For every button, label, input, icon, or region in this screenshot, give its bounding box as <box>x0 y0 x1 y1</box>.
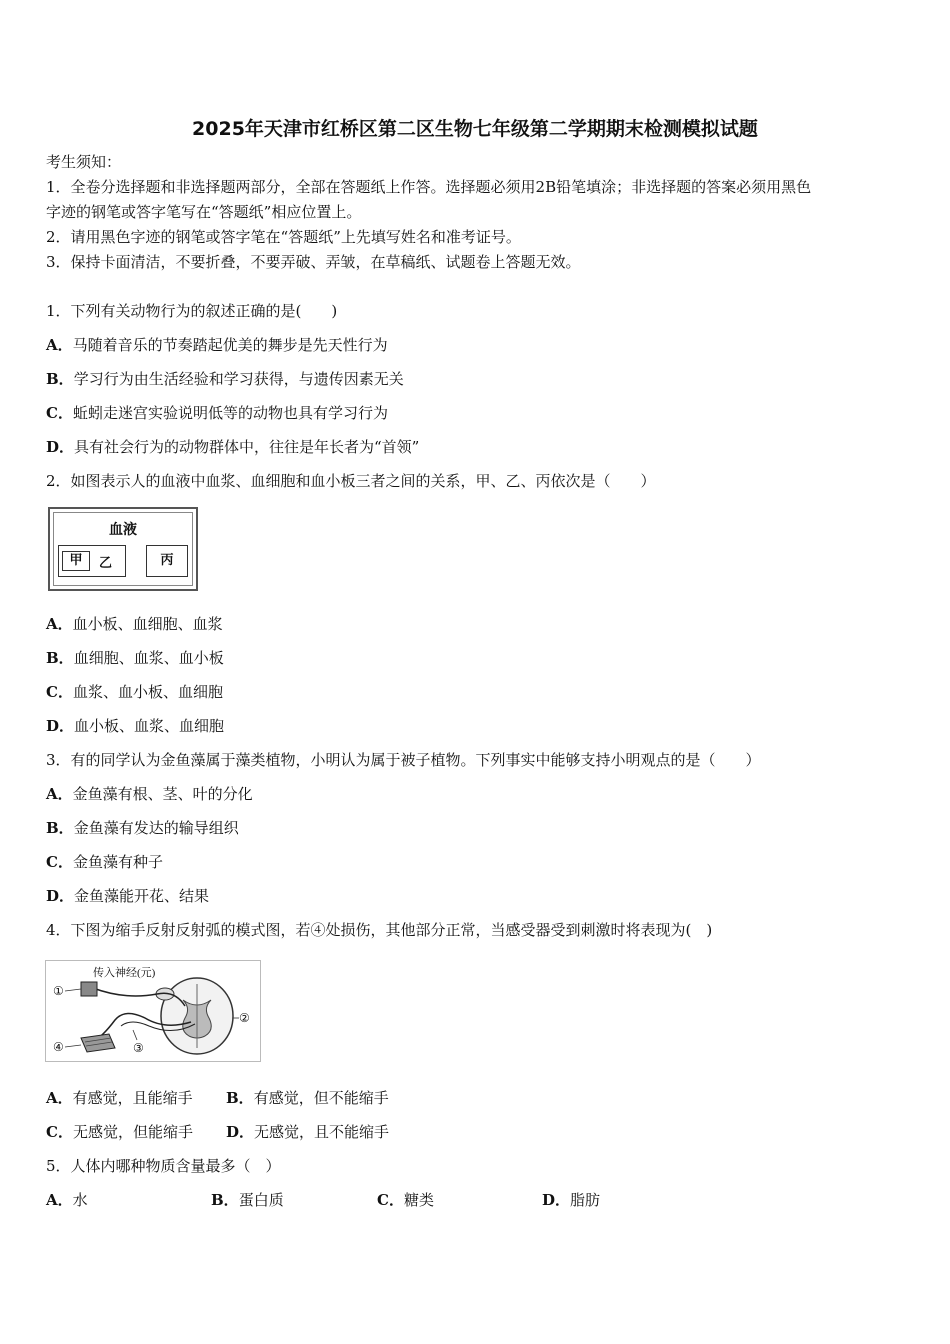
question-5-option-a: A．水 <box>46 1191 88 1209</box>
reflex-arc-figure <box>45 960 261 1062</box>
question-3-option-b: B．金鱼藻有发达的输导组织 <box>46 819 239 837</box>
figure-label-afferent: 传入神经(元) <box>93 967 156 979</box>
notice-heading: 考生须知： <box>46 153 122 171</box>
figure-label-4: ④ <box>53 1040 64 1054</box>
question-1-option-c: C．蚯蚓走迷宫实验说明低等的动物也具有学习行为 <box>46 404 388 422</box>
figure-label-1: ① <box>53 984 64 998</box>
question-3-option-d: D．金鱼藻能开花、结果 <box>46 887 210 905</box>
question-4-option-d: D．无感觉，且不能缩手 <box>226 1123 390 1141</box>
question-5-option-b: B．蛋白质 <box>211 1191 284 1209</box>
figure-label-jia: 甲 <box>62 551 90 571</box>
question-3-option-c: C．金鱼藻有种子 <box>46 853 163 871</box>
question-1-option-b: B．学习行为由生活经验和学习获得，与遗传因素无关 <box>46 370 404 388</box>
question-1-option-a: A．马随着音乐的节奏踏起优美的舞步是先天性行为 <box>46 336 388 354</box>
question-5-option-d: D．脂肪 <box>542 1191 601 1209</box>
figure-label-blood: 血液 <box>109 522 137 538</box>
question-1-stem: 1．下列有关动物行为的叙述正确的是( ) <box>46 302 338 320</box>
question-3-stem: 3．有的同学认为金鱼藻属于藻类植物，小明认为属于被子植物。下列事实中能够支持小明观点的是（ ） <box>46 751 761 769</box>
notice-item: 2．请用黑色字迹的钢笔或答字笔在“答题纸”上先填写姓名和准考证号。 <box>46 228 521 246</box>
question-4-stem: 4．下图为缩手反射反射弧的模式图，若④处损伤，其他部分正常，当感受器受到刺激时将表现为( ) <box>46 921 713 939</box>
figure-label-bing: 丙 <box>146 545 188 577</box>
figure-label-3: ③ <box>133 1041 144 1055</box>
question-2-option-a: A．血小板、血细胞、血浆 <box>46 615 223 633</box>
notice-item: 字迹的钢笔或答字笔写在“答题纸”相应位置上。 <box>46 203 362 221</box>
blood-composition-figure <box>48 507 198 591</box>
question-5-option-c: C．糖类 <box>377 1191 434 1209</box>
figure-label-yi: 乙 <box>99 556 113 571</box>
figure-label-2: ② <box>239 1011 250 1025</box>
notice-item: 3．保持卡面清洁，不要折叠，不要弄破、弄皱，在草稿纸、试题卷上答题无效。 <box>46 253 581 271</box>
question-4-option-b: B．有感觉，但不能缩手 <box>226 1089 389 1107</box>
question-2-stem: 2．如图表示人的血液中血浆、血细胞和血小板三者之间的关系，甲、乙、丙依次是（ ） <box>46 472 656 490</box>
question-2-option-c: C．血浆、血小板、血细胞 <box>46 683 223 701</box>
question-4-option-c: C．无感觉，但能缩手 <box>46 1123 193 1141</box>
question-3-option-a: A．金鱼藻有根、茎、叶的分化 <box>46 785 253 803</box>
question-1-option-d: D．具有社会行为的动物群体中，往往是年长者为“首领” <box>46 438 420 456</box>
question-5-stem: 5．人体内哪种物质含量最多（ ） <box>46 1157 281 1175</box>
figure-box-jia-yi <box>58 545 126 577</box>
notice-item: 1．全卷分选择题和非选择题两部分，全部在答题纸上作答。选择题必须用2B铅笔填涂；非选择题的答案必须用黑色 <box>46 178 812 196</box>
question-2-option-d: D．血小板、血浆、血细胞 <box>46 717 225 735</box>
question-4-option-a: A．有感觉，且能缩手 <box>46 1089 193 1107</box>
question-2-option-b: B．血细胞、血浆、血小板 <box>46 649 224 667</box>
page-title: 2025年天津市红桥区第二区生物七年级第二学期期末检测模拟试题 <box>192 118 758 140</box>
